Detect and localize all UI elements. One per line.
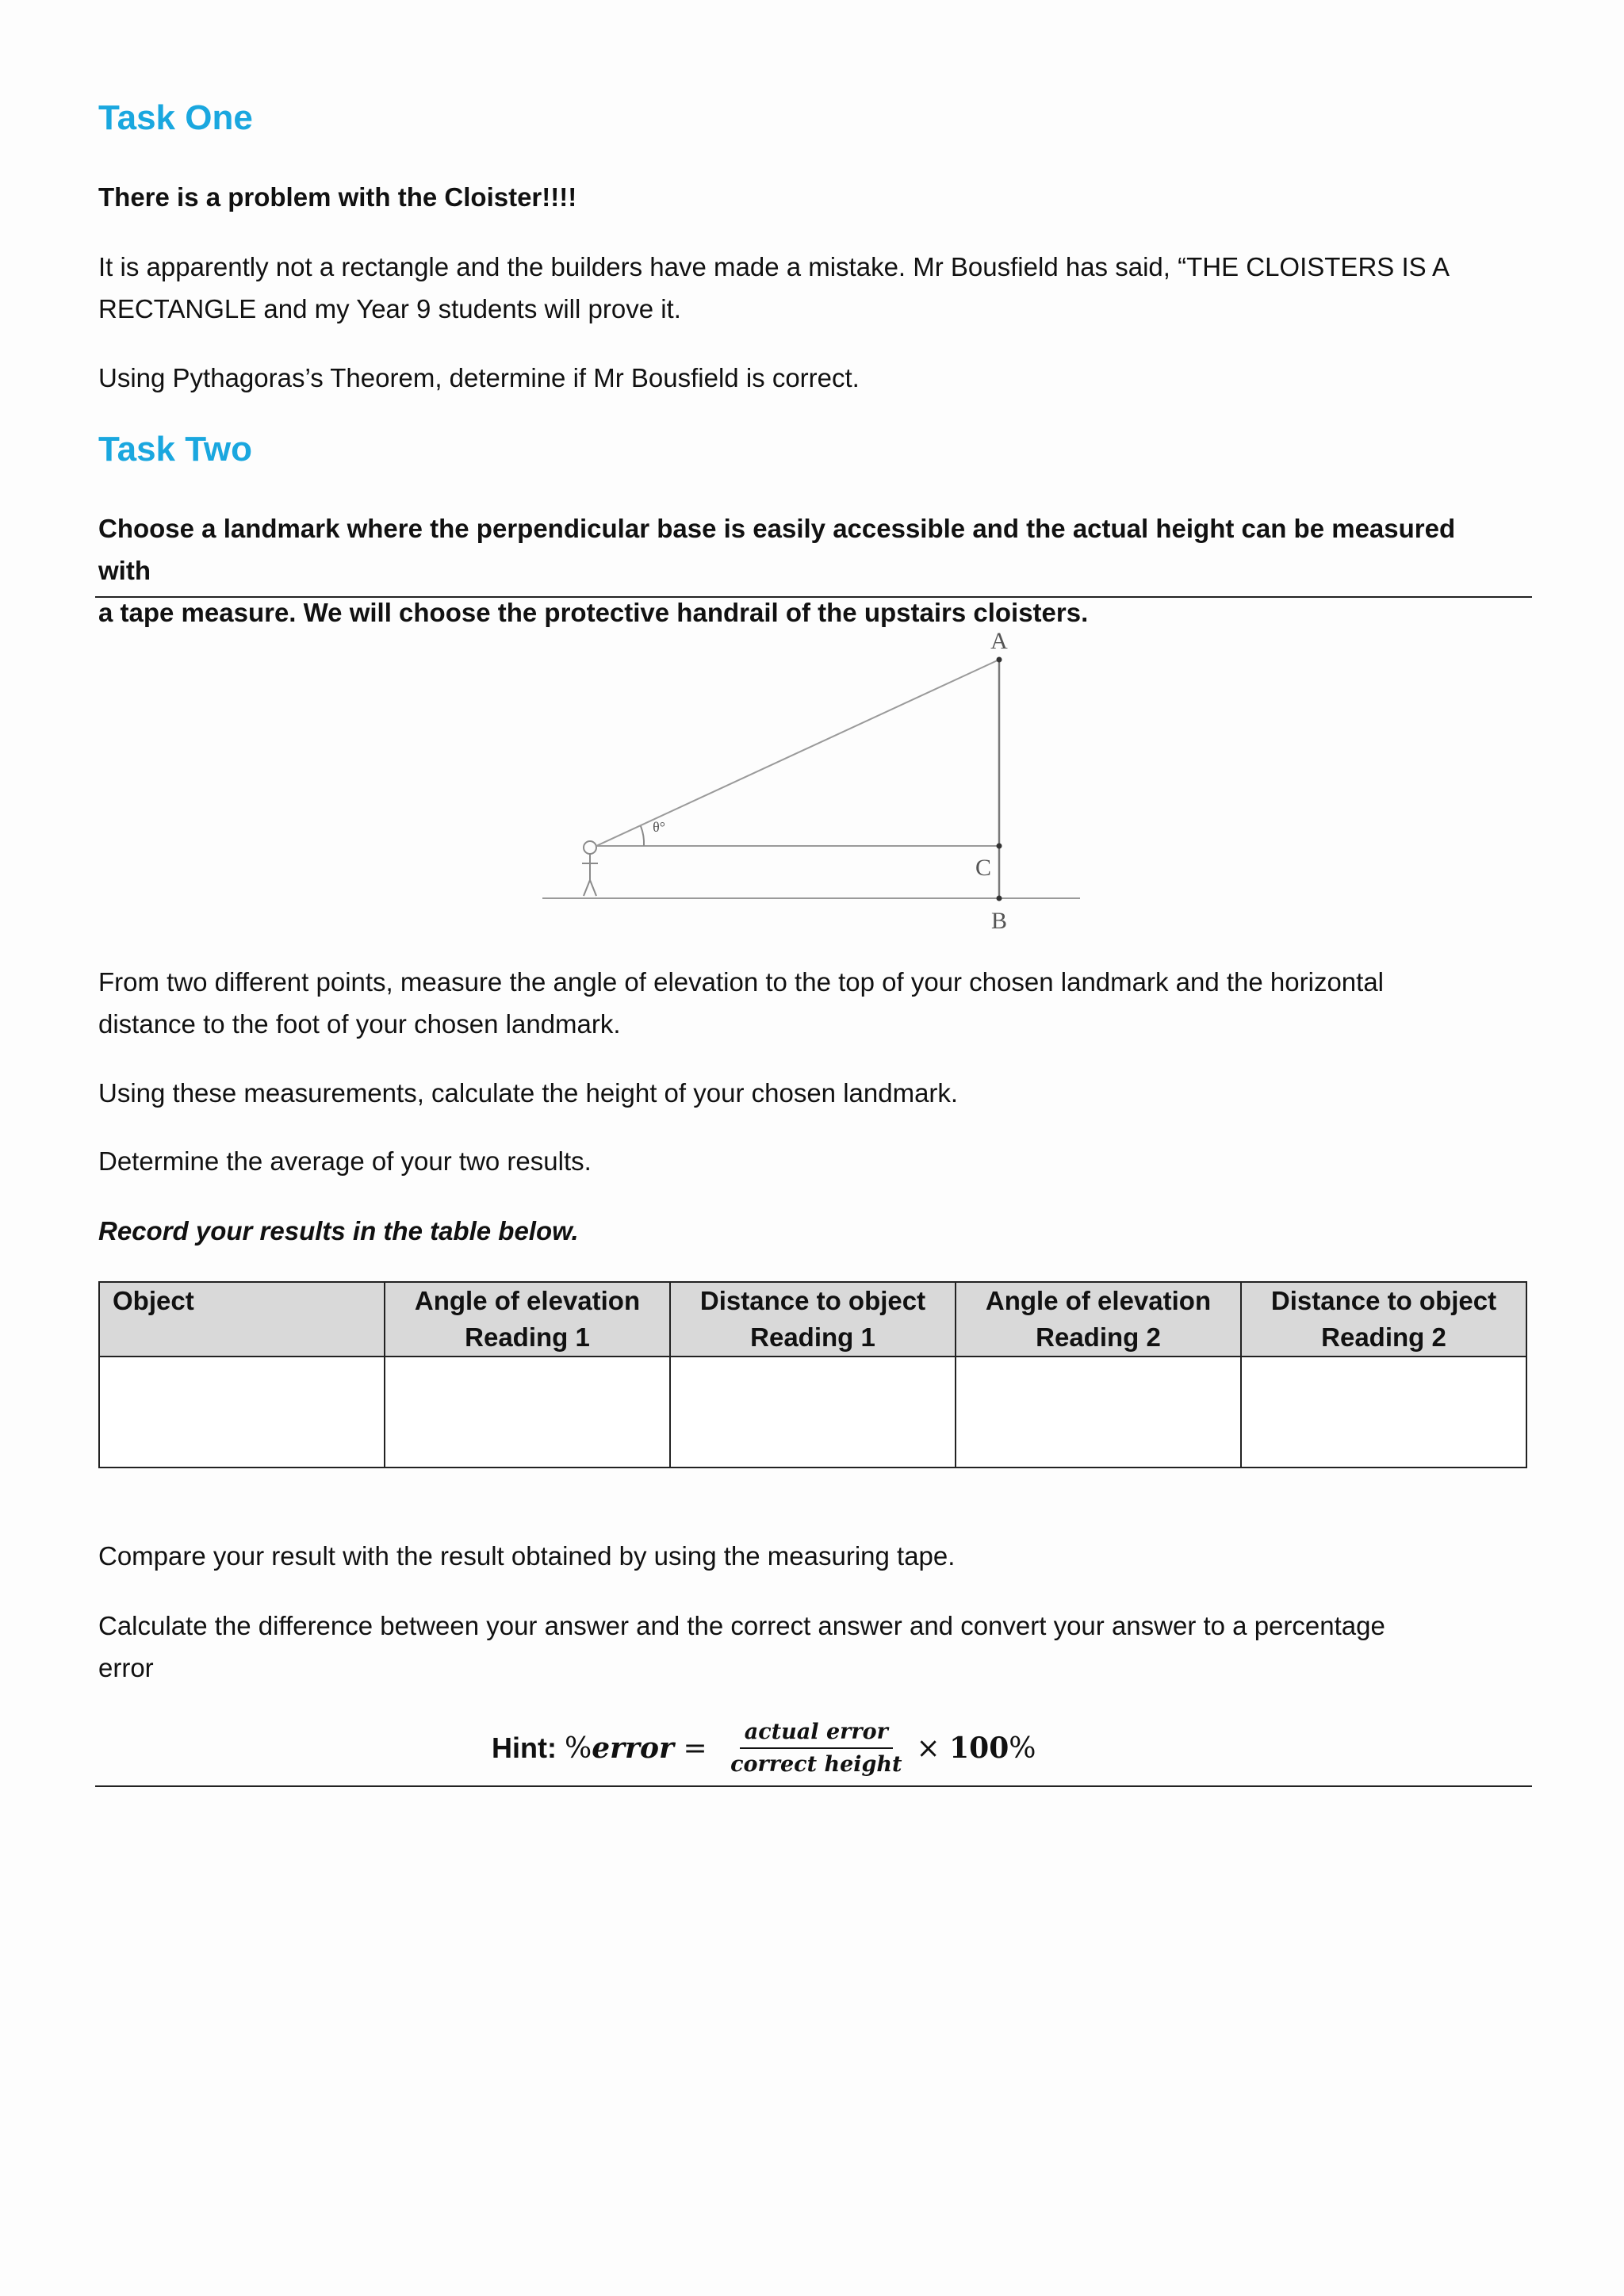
cloister-paragraph-line-1: It is apparently not a rectangle and the builders have made a mistake. Mr Bousfield has said, “THE CLOISTERS IS A — [98, 252, 1450, 281]
label-c: C — [975, 855, 992, 881]
header-distance-reading-1 — [670, 1282, 956, 1357]
cell-distance-reading-2[interactable] — [1241, 1357, 1526, 1468]
header-distance-reading-2 — [1241, 1282, 1526, 1357]
task-one-heading: Task One — [98, 98, 253, 137]
percentage-error-line-2: error — [98, 1653, 154, 1682]
header-angle-reading-1-line-1: Angle of elevation — [414, 1286, 641, 1315]
cell-object[interactable] — [99, 1357, 385, 1468]
table-row — [99, 1357, 1526, 1468]
landmark-instruction-line-1: Choose a landmark where the perpendicular base is easily accessible and the actual height can be measured with — [98, 514, 1456, 585]
point-b — [997, 896, 1002, 901]
header-angle-reading-2-line-2: Reading 2 — [1036, 1322, 1161, 1352]
measurement-instruction-line-2: distance to the foot of your chosen landmark. — [98, 1009, 621, 1039]
calculate-height-instruction: Using these measurements, calculate the height of your chosen landmark. — [98, 1078, 959, 1108]
percentage-error-instruction — [98, 1605, 1510, 1689]
point-a — [997, 657, 1002, 663]
label-b: B — [990, 908, 1008, 934]
hint-hundred: 100 — [949, 1732, 1009, 1765]
results-table — [98, 1281, 1527, 1468]
hint-percent-sign: % — [564, 1732, 592, 1765]
header-distance-reading-2-line-2: Reading 2 — [1321, 1322, 1446, 1352]
landmark-instruction — [98, 507, 1510, 633]
cell-angle-reading-2[interactable] — [956, 1357, 1241, 1468]
section-divider-bottom — [95, 1785, 1532, 1787]
pythagoras-instruction: Using Pythagoras’s Theorem, determine if Mr Bousfield is correct. — [98, 363, 860, 392]
record-results-instruction: Record your results in the table below. — [98, 1216, 579, 1246]
hint-numerator: actual error — [740, 1720, 893, 1749]
measurement-instruction — [98, 961, 1510, 1045]
cell-angle-reading-1[interactable] — [385, 1357, 670, 1468]
angle-label: θ° — [653, 819, 665, 835]
average-instruction: Determine the average of your two results. — [98, 1146, 592, 1176]
point-c — [997, 844, 1002, 849]
percentage-error-line-1: Calculate the difference between your answer and the correct answer and convert your answer to a percentage — [98, 1611, 1385, 1640]
percentage-error-hint — [492, 1712, 1036, 1784]
header-distance-reading-2-line-1: Distance to object — [1270, 1286, 1497, 1315]
angle-of-elevation-diagram — [542, 618, 1193, 951]
hint-denominator: correct height — [730, 1752, 902, 1777]
task-two-heading: Task Two — [98, 430, 252, 469]
compare-instruction: Compare your result with the result obtained by using the measuring tape. — [98, 1541, 956, 1571]
observer-figure — [582, 841, 598, 896]
section-divider-top — [95, 596, 1532, 598]
label-a: A — [990, 628, 1008, 654]
hint-times: × — [916, 1732, 950, 1765]
header-distance-reading-1-line-2: Reading 1 — [750, 1322, 875, 1352]
hint-equals: = — [674, 1732, 717, 1765]
cloister-problem-statement: There is a problem with the Cloister!!!! — [98, 182, 577, 212]
hint-fraction — [726, 1720, 906, 1777]
angle-arc — [641, 826, 644, 846]
landmark-instruction-line-2: a tape measure. We will choose the protective handrail of the upstairs cloisters. — [98, 598, 1089, 627]
hint-error-variable: error — [592, 1732, 675, 1765]
cloister-paragraph — [98, 246, 1510, 330]
cell-distance-reading-1[interactable] — [670, 1357, 956, 1468]
header-object-label: Object — [113, 1286, 194, 1315]
results-table-header-row — [99, 1282, 1526, 1357]
header-angle-reading-2 — [956, 1282, 1241, 1357]
header-angle-reading-1 — [385, 1282, 670, 1357]
hint-label: Hint: — [492, 1732, 557, 1764]
header-distance-reading-1-line-1: Distance to object — [699, 1286, 926, 1315]
measurement-instruction-line-1: From two different points, measure the angle of elevation to the top of your chosen landmark and the horizontal — [98, 967, 1385, 997]
hint-percent-end: % — [1009, 1732, 1036, 1765]
header-angle-reading-1-line-2: Reading 1 — [465, 1322, 590, 1352]
line-of-sight — [596, 660, 999, 846]
header-angle-reading-2-line-1: Angle of elevation — [985, 1286, 1212, 1315]
header-object — [99, 1282, 385, 1357]
cloister-paragraph-line-2: RECTANGLE and my Year 9 students will prove it. — [98, 294, 681, 323]
